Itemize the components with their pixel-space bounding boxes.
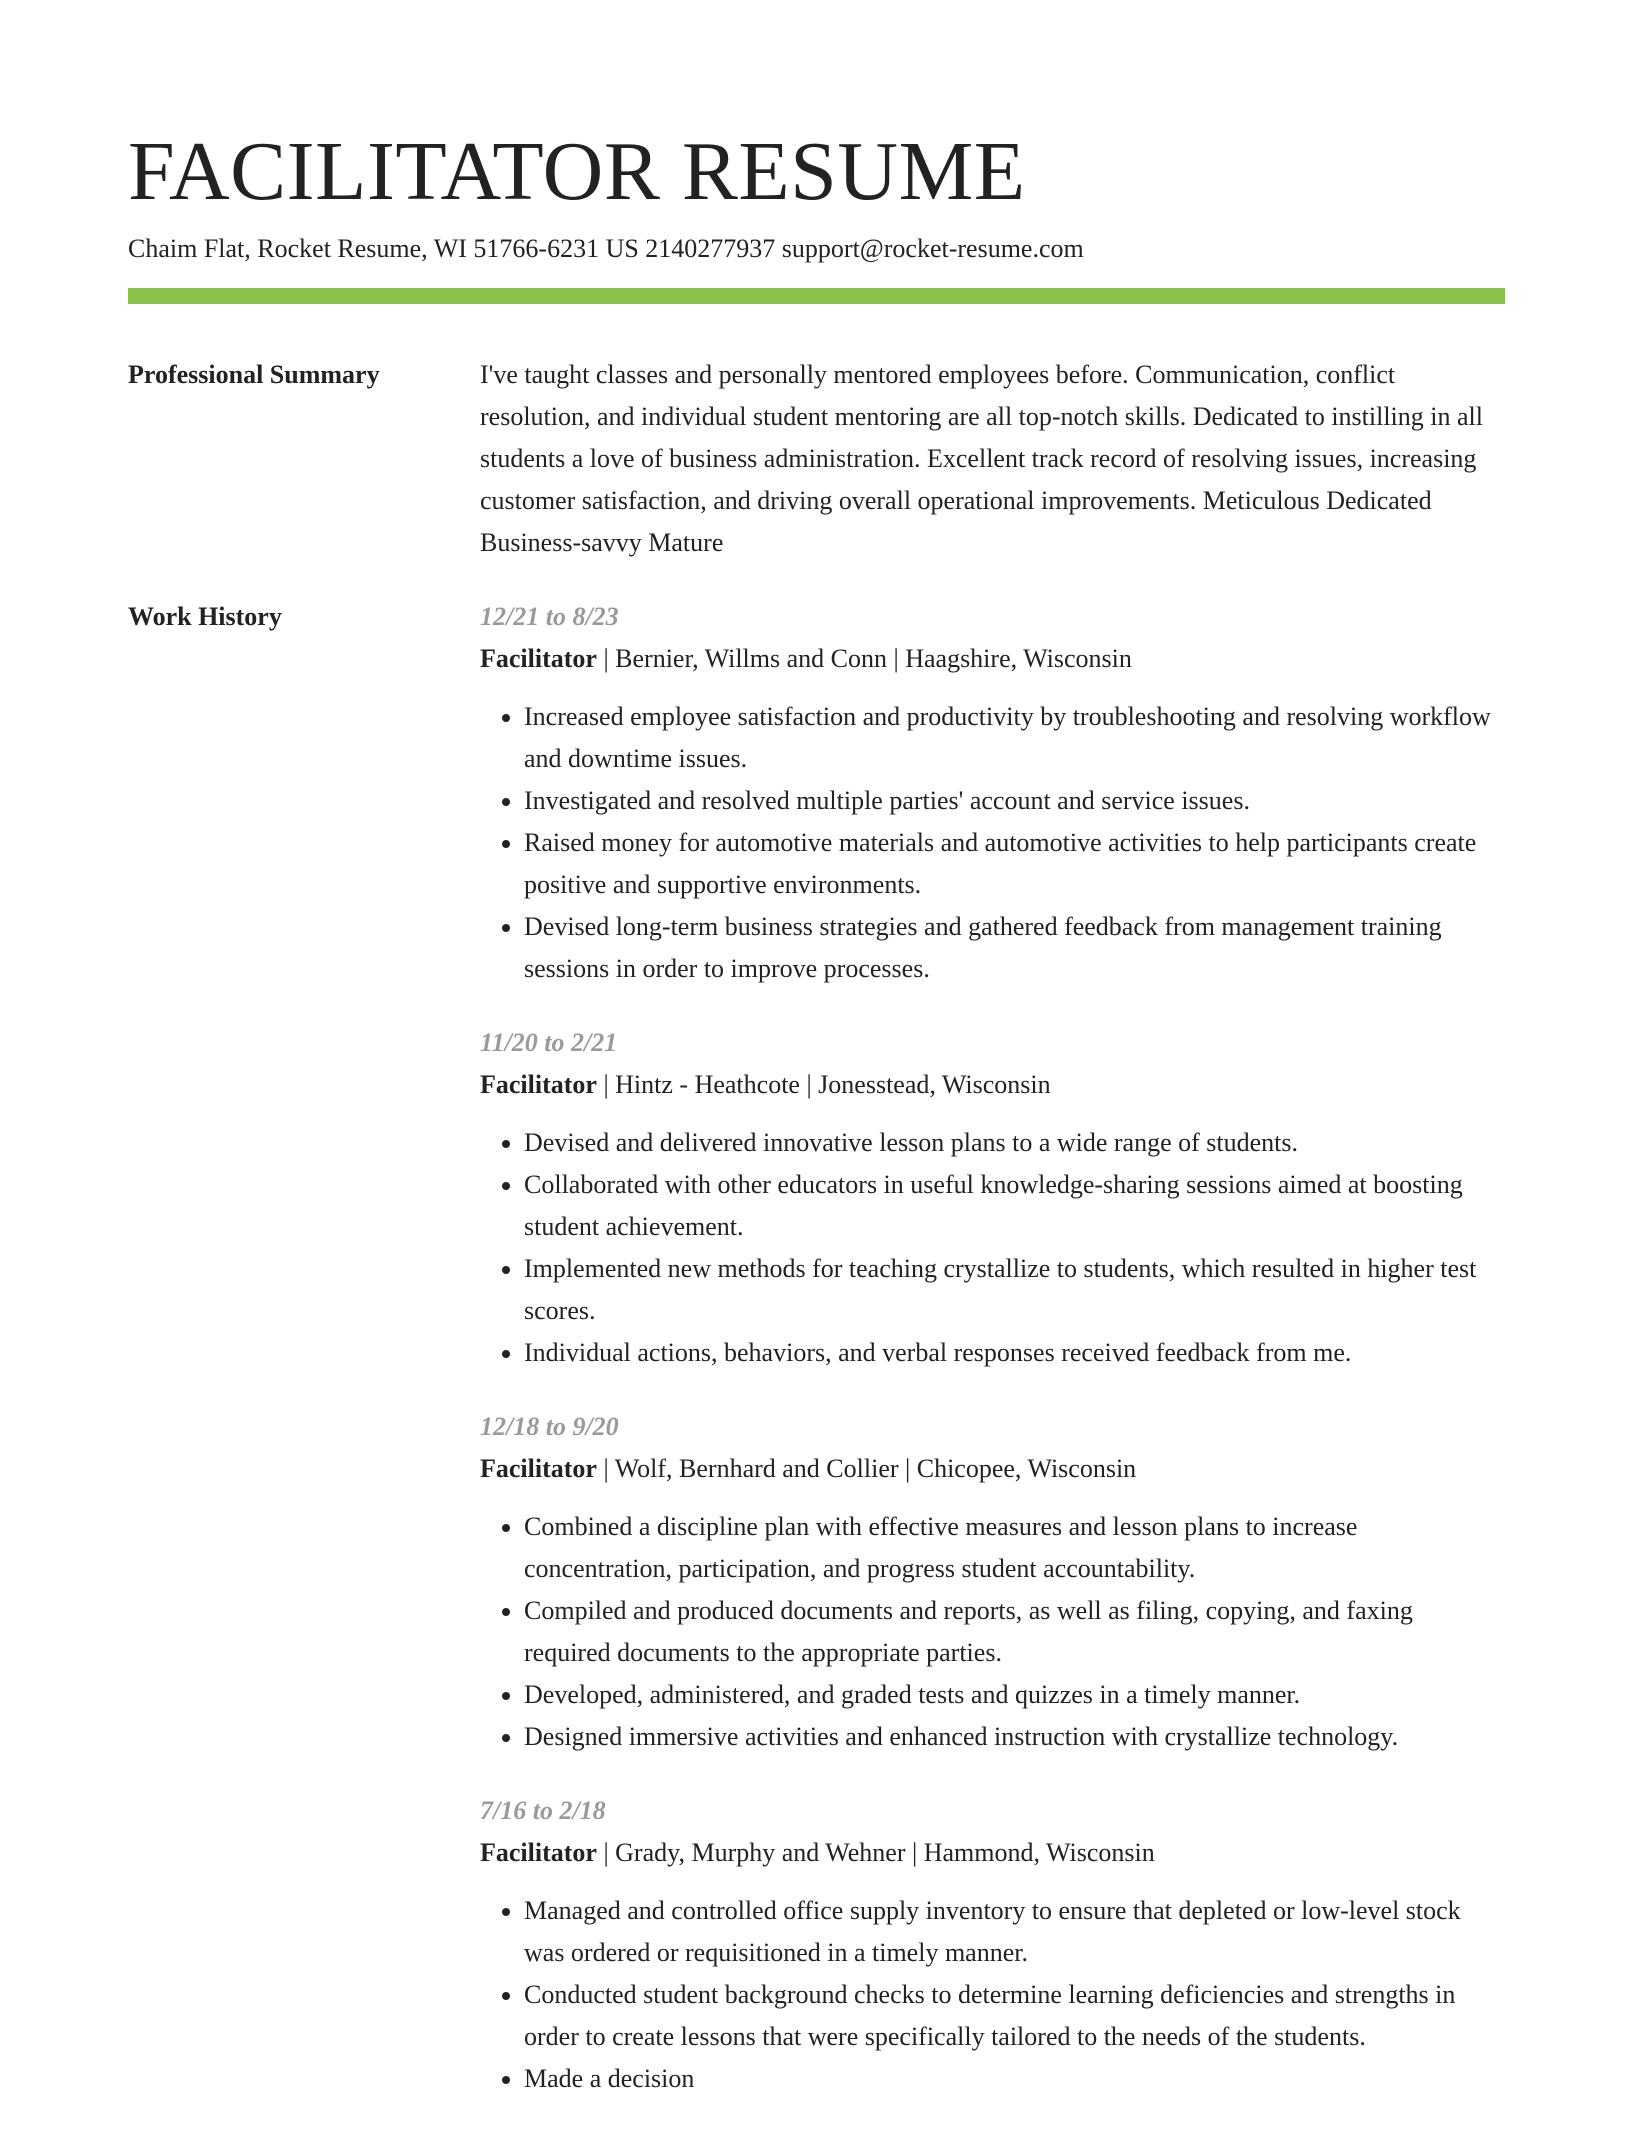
job-bullet: • Collaborated with other educators in useful knowledge-sharing sessions aimed at boosting student achievement. (524, 1164, 1505, 1248)
job-title: Facilitator (480, 644, 597, 673)
job-bullets (480, 1890, 1505, 2100)
summary-label: Professional Summary (128, 360, 380, 389)
job-entry (480, 596, 1505, 990)
job-bullets (480, 1122, 1505, 1374)
job-title: Facilitator (480, 1838, 597, 1867)
job-bullet: • Implemented new methods for teaching crystallize to students, which resulted in higher test scores. (524, 1248, 1505, 1332)
job-heading (480, 1064, 1505, 1106)
summary-text: I've taught classes and personally mentored employees before. Communication, conflict resolution, and individual student mentoring are all top-notch skills. Dedicated to instilling in all students a love of business administration. Excellent track record of resolving issues, increasing customer satisfaction, and driving overall operational improvements. Meticulous Dedicated Business-savvy Mature (480, 360, 1483, 557)
resume-title: FACILITATOR RESUME (128, 125, 1026, 218)
contact-line: Chaim Flat, Rocket Resume, WI 51766-6231 US 2140277937 support@rocket-resume.com (128, 234, 1084, 263)
job-details: | Wolf, Bernhard and Collier | Chicopee, Wisconsin (596, 1454, 1137, 1483)
work-history-label: Work History (128, 602, 282, 631)
job-bullet: • Devised and delivered innovative lesson plans to a wide range of students. (524, 1122, 1505, 1164)
job-bullet: • Devised long-term business strategies and gathered feedback from management training sessions in order to improve processes. (524, 906, 1505, 990)
job-bullet: • Managed and controlled office supply inventory to ensure that depleted or low-level stock was ordered or requisitioned in a timely manner. (524, 1890, 1505, 1974)
job-bullets (480, 1506, 1505, 1758)
job-bullet: • Increased employee satisfaction and productivity by troubleshooting and resolving workflow and downtime issues. (524, 696, 1505, 780)
job-heading (480, 1448, 1505, 1490)
resume-page (128, 118, 1505, 2132)
job-bullet: • Developed, administered, and graded tests and quizzes in a timely manner. (524, 1674, 1505, 1716)
job-bullet: • Made a decision (524, 2058, 1505, 2100)
job-heading (480, 638, 1505, 680)
job-entry (480, 1406, 1505, 1758)
job-heading (480, 1832, 1505, 1874)
job-dates: 11/20 to 2/21 (480, 1028, 618, 1057)
job-details: | Hintz - Heathcote | Jonesstead, Wisconsin (596, 1070, 1051, 1099)
job-bullet: • Designed immersive activities and enhanced instruction with crystallize technology. (524, 1716, 1505, 1758)
work-history-list (480, 596, 1505, 2132)
job-entry (480, 1790, 1505, 2100)
job-dates: 7/16 to 2/18 (480, 1796, 606, 1825)
job-bullet: • Individual actions, behaviors, and verbal responses received feedback from me. (524, 1332, 1505, 1374)
job-dates: 12/18 to 9/20 (480, 1412, 619, 1441)
header-divider (128, 288, 1505, 304)
job-entry (480, 1022, 1505, 1374)
job-details: | Bernier, Willms and Conn | Haagshire, Wisconsin (596, 644, 1132, 673)
job-bullet: • Combined a discipline plan with effective measures and lesson plans to increase concentration, participation, and progress student accountability. (524, 1506, 1505, 1590)
job-title: Facilitator (480, 1070, 597, 1099)
summary-section (128, 354, 1505, 564)
work-history-section (128, 596, 1505, 2132)
job-bullets (480, 696, 1505, 990)
job-bullet: • Investigated and resolved multiple parties' account and service issues. (524, 780, 1505, 822)
job-title: Facilitator (480, 1454, 597, 1483)
job-dates: 12/21 to 8/23 (480, 602, 619, 631)
job-bullet: • Conducted student background checks to determine learning deficiencies and strengths in order to create lessons that were specifically tailored to the needs of the students. (524, 1974, 1505, 2058)
job-bullet: • Raised money for automotive materials and automotive activities to help participants create positive and supportive environments. (524, 822, 1505, 906)
job-details: | Grady, Murphy and Wehner | Hammond, Wisconsin (596, 1838, 1155, 1867)
job-bullet: • Compiled and produced documents and reports, as well as filing, copying, and faxing required documents to the appropriate parties. (524, 1590, 1505, 1674)
